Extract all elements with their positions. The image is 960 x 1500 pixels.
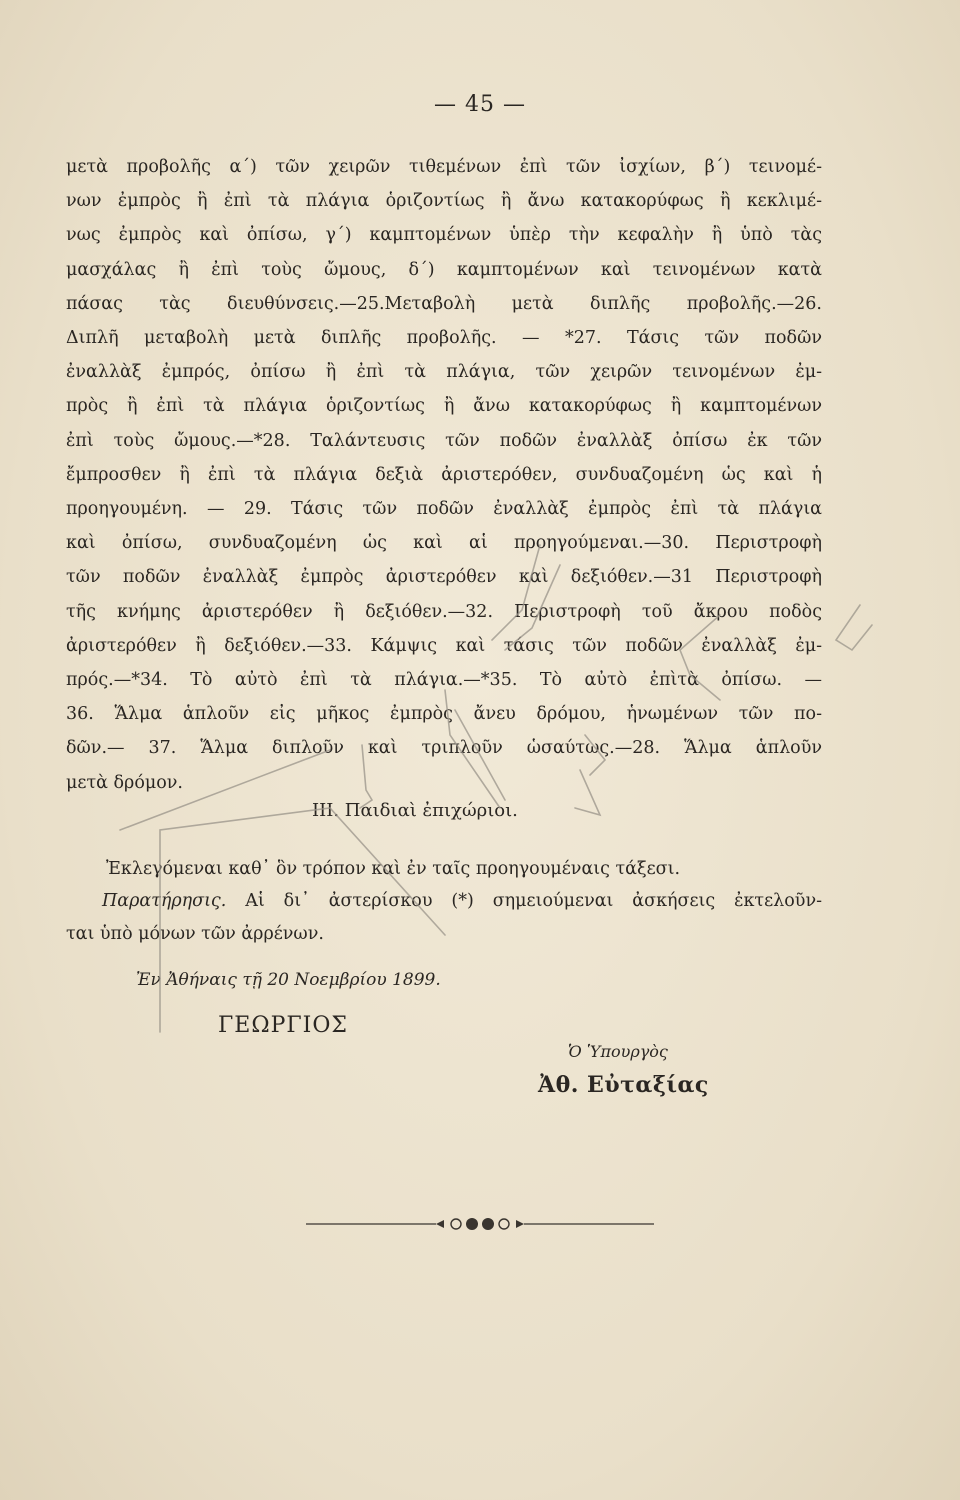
body-line: τῶν ποδῶν ἐναλλὰξ ἐμπρὸς ἀριστερόθεν καὶ δεξιόθεν.—31 Περιστροφὴ — [66, 567, 822, 588]
minister-name: Ἀθ. Εὐταξίας — [538, 1072, 709, 1098]
king-signature: ΓΕΩΡΓΙΟΣ — [218, 1013, 348, 1038]
section-heading: III. Παιδιαὶ ἐπιχώριοι. — [312, 800, 518, 821]
body-line: καὶ ὀπίσω, συνδυαζομένη ὡς καὶ αἱ προηγούμεναι.—30. Περιστροφὴ — [66, 533, 822, 554]
body-line: ἔμπροσθεν ἢ ἐπὶ τὰ πλάγια δεξιὰ ἀριστερόθεν, συνδυαζομένη ὡς καὶ ἡ — [66, 464, 822, 485]
note-line: Ἐκλεγόμεναι καθ᾽ ὃν τρόπον καὶ ἐν ταῖς προηγουμέναις τάξεσι. — [106, 859, 681, 879]
remark-line — [66, 884, 822, 918]
body-line: μασχάλας ἢ ἐπὶ τοὺς ὤμους, δ΄) καμπτομένων καὶ τεινομένων κατὰ — [66, 259, 822, 280]
place-date: Ἐν Ἀθήναις τῇ 20 Νοεμβρίου 1899. — [136, 970, 441, 990]
body-line: ἐναλλὰξ ἐμπρός, ὀπίσω ἢ ἐπὶ τὰ πλάγια, τῶν χειρῶν τεινομένων ἐμ- — [66, 362, 822, 383]
body-line: νων ἐμπρὸς ἢ ἐπὶ τὰ πλάγια ὁριζοντίως ἢ ἄνω κατακορύφως ἢ κεκλιμέ- — [66, 191, 822, 212]
body-line: πάσας τὰς διευθύνσεις.—25.Μεταβολὴ μετὰ διπλῆς προβολῆς.—26. — [66, 293, 822, 314]
body-line: πρὸς ἢ ἐπὶ τὰ πλάγια ὁριζοντίως ἢ ἄνω κατακορύφως ἢ καμπτομένων — [66, 396, 822, 417]
body-line: Διπλῆ μεταβολὴ μετὰ διπλῆς προβολῆς. — *27. Τάσις τῶν ποδῶν — [66, 328, 822, 349]
remark-continuation: ται ὑπὸ μόνων τῶν ἀρρένων. — [66, 924, 324, 944]
remark-text: Αἱ δι᾽ ἀστερίσκου (*) σημειούμεναι ἀσκήσεις ἐκτελοῦν- — [245, 891, 822, 911]
body-line: πρός.—*34. Τὸ αὐτὸ ἐπὶ τὰ πλάγια.—*35. Τὸ αὐτὸ ἐπὶτὰ ὀπίσω. — — [66, 670, 822, 691]
body-line: 36. Ἅλμα ἁπλοῦν εἰς μῆκος ἐμπρὸς ἄνευ δρόμου, ἡνωμένων τῶν πο- — [66, 704, 822, 725]
body-line: δῶν.— 37. Ἅλμα διπλοῦν καὶ τριπλοῦν ὡσαύτως.—28. Ἅλμα ἁπλοῦν — [66, 738, 822, 759]
body-line: προηγουμένη. — 29. Τάσις τῶν ποδῶν ἐναλλὰξ ἐμπρὸς ἐπὶ τὰ πλάγια — [66, 499, 822, 520]
body-text — [66, 150, 822, 800]
remark-label: Παρατήρησις. — [102, 891, 227, 911]
ornament-divider — [306, 1212, 654, 1236]
body-line: ἐπὶ τοὺς ὤμους.—*28. Ταλάντευσις τῶν ποδῶν ἐναλλὰξ ὀπίσω ἐκ τῶν — [66, 430, 822, 451]
body-line: ἀριστερόθεν ἢ δεξιόθεν.—33. Κάμψις καὶ τάσις τῶν ποδῶν ἐναλλὰξ ἐμ- — [66, 635, 822, 656]
body-line: μετὰ προβολῆς α΄) τῶν χειρῶν τιθεμένων ἐπὶ τῶν ἰσχίων, β΄) τεινομέ- — [66, 157, 822, 177]
body-line: τῆς κνήμης ἀριστερόθεν ἢ δεξιόθεν.—32. Περιστροφὴ τοῦ ἄκρου ποδὸς — [66, 601, 822, 622]
body-line: μετὰ δρόμον. — [66, 772, 183, 793]
page-number: — 45 — — [434, 92, 526, 117]
minister-title: Ὁ Ὑπουργὸς — [568, 1042, 668, 1061]
body-line: νως ἐμπρὸς καὶ ὀπίσω, γ΄) καμπτομένων ὑπὲρ τὴν κεφαλὴν ἢ ὑπὸ τὰς — [66, 225, 822, 246]
